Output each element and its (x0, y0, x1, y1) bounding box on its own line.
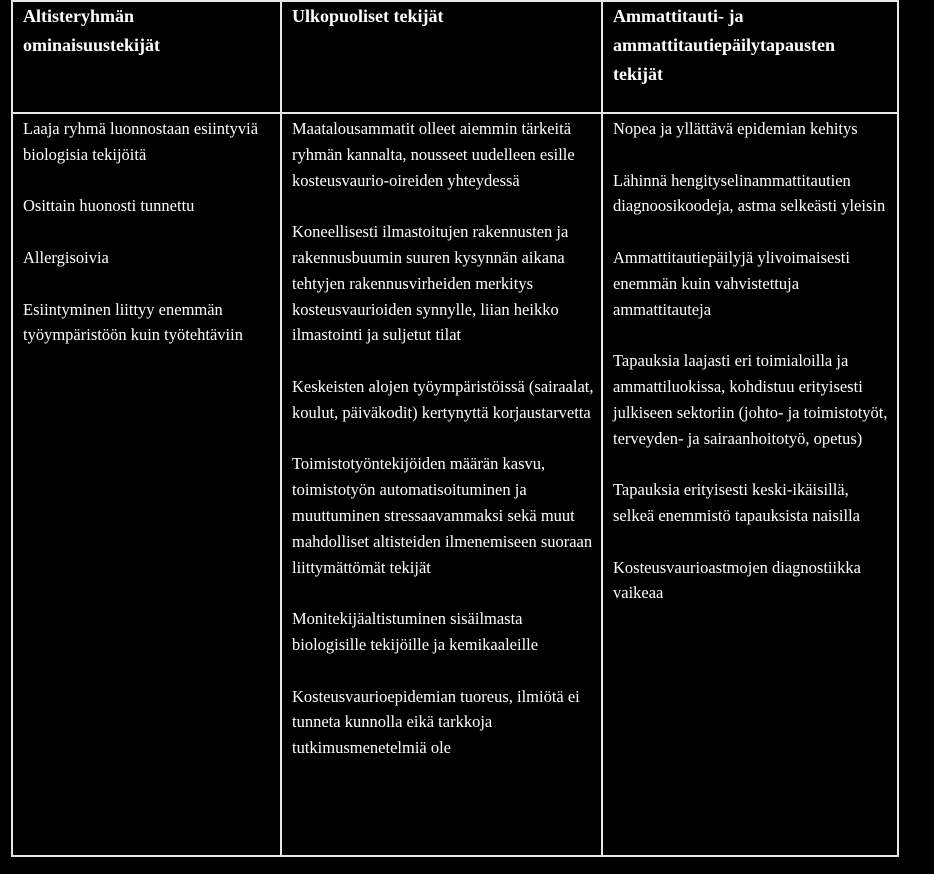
cell-paragraph: Kosteusvaurioastmojen diagnostiikka vaikeaa (613, 557, 861, 603)
table-header-row (12, 1, 898, 113)
cell-paragraph: Allergisoivia (23, 247, 109, 267)
cell-paragraph: Osittain huonosti tunnettu (23, 196, 195, 216)
cell-paragraph: Tapauksia erityisesti keski-ikäisillä, selkeä enemmistö tapauksista naisilla (613, 480, 860, 525)
body-cell-external-factors (281, 113, 602, 856)
cell-paragraph: Esiintyminen liittyy enemmän työympäristöön kuin työtehtäviin (23, 299, 243, 345)
cell-paragraph: Koneellisesti ilmastoitujen rakennusten ja rakennusbuumin suuren kysynnän aikana tehtyjen rakennusvirheiden merkitys kosteusvaurioiden synnylle, liian heikko ilmastointi ja suljetut tilat (292, 222, 569, 345)
cell-paragraph: Ammattitautiepäilyjä ylivoimaisesti enemmän kuin vahvistettuja ammattitauteja (613, 247, 850, 319)
cell-paragraph: Tapauksia laajasti eri toimialoilla ja ammattiluokissa, kohdistuu erityisesti julkiseen sektoriin (johto- ja toimistotyöt, terveyden- ja sairaanhoitotyö, opetus) (613, 351, 888, 448)
table-body-row (12, 113, 898, 856)
header-cell-occupational-disease-factors: Ammattitauti- ja ammattitautiepäilytapausten tekijät (602, 1, 898, 113)
cell-paragraph: Toimistotyöntekijöiden määrän kasvu, toimistotyön automatisoituminen ja muuttuminen stressaavammaksi sekä muut mahdolliset altisteiden ilmenemiseen suoraan liittymättömät tekijät (292, 454, 593, 577)
cell-paragraph: Kosteusvaurioepidemian tuoreus, ilmiötä ei tunneta kunnolla eikä tarkkoja tutkimusmenetelmiä ole (292, 686, 580, 758)
document-table-container (11, 0, 897, 857)
body-cell-exposure-group (12, 113, 281, 856)
cell-paragraph: Laaja ryhmä luonnostaan esiintyviä biologisia tekijöitä (23, 119, 259, 164)
body-cell-occupational-disease-factors (602, 113, 898, 856)
cell-paragraph: Nopea ja yllättävä epidemian kehitys (613, 119, 858, 138)
cell-paragraph: Keskeisten alojen työympäristöissä (sairaalat, koulut, päiväkodit) kertynyttä korjaustarvetta (292, 376, 594, 422)
header-cell-exposure-group: Altisteryhmän ominaisuustekijät (12, 1, 281, 113)
cell-paragraph: Maatalousammatit olleet aiemmin tärkeitä ryhmän kannalta, nousseet uudelleen esille kosteusvaurio-oireiden yhteydessä (292, 119, 575, 190)
cell-paragraph: Lähinnä hengityselinammattitautien diagnoosikoodeja, astma selkeästi yleisin (613, 170, 886, 216)
header-cell-external-factors: Ulkopuoliset tekijät (281, 1, 602, 113)
cell-paragraph: Monitekijäaltistuminen sisäilmasta biologisille tekijöille ja kemikaaleille (292, 609, 539, 654)
comparison-table (11, 0, 899, 857)
